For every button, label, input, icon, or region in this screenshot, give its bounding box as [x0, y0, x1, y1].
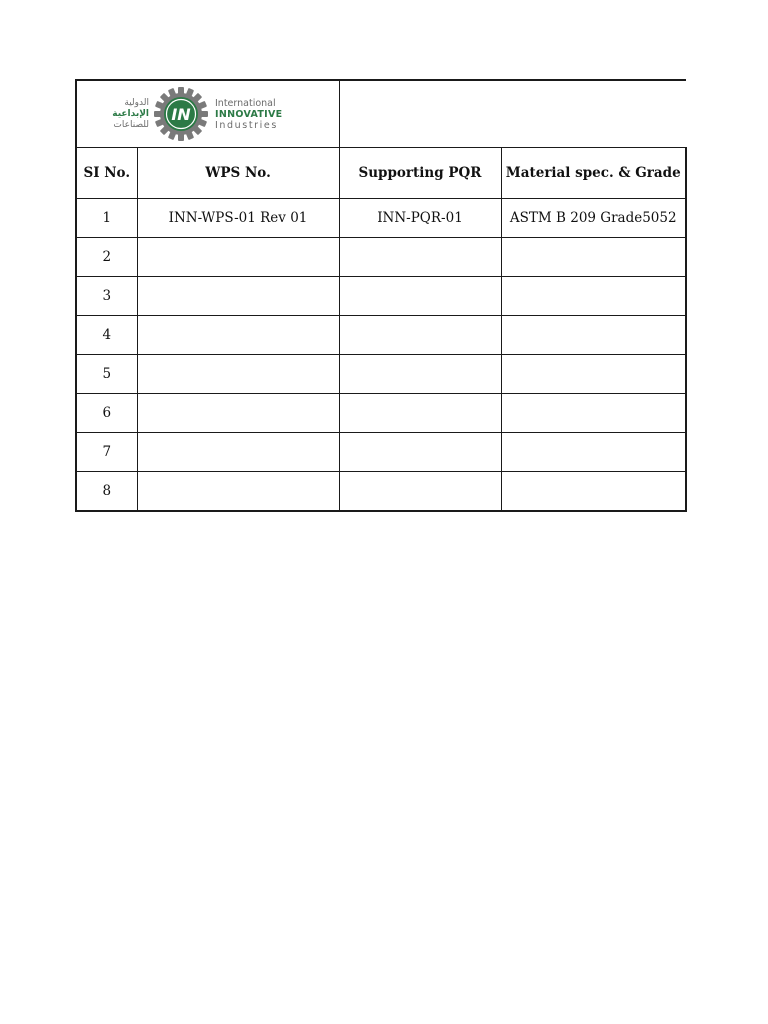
- col-header-si-no: SI No.: [76, 148, 137, 199]
- col-header-supporting-pqr: Supporting PQR: [339, 148, 501, 199]
- logo-text-line: INNOVATIVE: [215, 108, 283, 120]
- col-header-wps-no: WPS No.: [137, 148, 339, 199]
- table-row: [76, 355, 686, 394]
- wps-no-cell: [137, 472, 339, 512]
- material-cell: [501, 472, 686, 512]
- col-header-material-spec: Material spec. & Grade: [501, 148, 686, 199]
- wps-register-table: [75, 79, 687, 512]
- material-cell: [501, 238, 686, 277]
- company-logo: [77, 86, 339, 142]
- si-no-cell: 8: [76, 472, 137, 512]
- table-row: [76, 238, 686, 277]
- pqr-cell: [339, 238, 501, 277]
- logo-arabic-line: الإبداعية: [112, 108, 149, 119]
- table-row: [76, 277, 686, 316]
- material-cell: ASTM B 209 Grade5052: [501, 199, 686, 238]
- material-cell: [501, 355, 686, 394]
- pqr-cell: [339, 394, 501, 433]
- pqr-cell: [339, 355, 501, 394]
- logo-monogram: IN: [171, 105, 191, 124]
- wps-no-cell: [137, 394, 339, 433]
- si-no-cell: 6: [76, 394, 137, 433]
- column-header-row: [76, 148, 686, 199]
- pqr-cell: [339, 316, 501, 355]
- wps-no-cell: INN-WPS-01 Rev 01: [137, 199, 339, 238]
- si-no-cell: 1: [76, 199, 137, 238]
- table-row: [76, 394, 686, 433]
- table-row: [76, 199, 686, 238]
- material-cell: [501, 316, 686, 355]
- pqr-cell: [339, 472, 501, 512]
- wps-no-cell: [137, 277, 339, 316]
- logo-row: [76, 80, 686, 148]
- gear-logo-icon: [153, 86, 209, 142]
- si-no-cell: 4: [76, 316, 137, 355]
- si-no-cell: 5: [76, 355, 137, 394]
- logo-text-line: International: [215, 97, 276, 109]
- pqr-cell: [339, 433, 501, 472]
- si-no-cell: 7: [76, 433, 137, 472]
- si-no-cell: 3: [76, 277, 137, 316]
- header-blank-cell: [339, 80, 686, 148]
- logo-cell: [76, 80, 339, 148]
- table-row: [76, 433, 686, 472]
- pqr-cell: [339, 277, 501, 316]
- wps-no-cell: [137, 238, 339, 277]
- logo-english-name: [215, 98, 282, 131]
- logo-text-line: Industries: [215, 119, 278, 131]
- material-cell: [501, 433, 686, 472]
- wps-no-cell: [137, 355, 339, 394]
- logo-arabic-line: للصناعات: [113, 119, 149, 130]
- pqr-cell: INN-PQR-01: [339, 199, 501, 238]
- table-row: [76, 472, 686, 512]
- table-row: [76, 316, 686, 355]
- logo-arabic-line: الدولية: [124, 97, 149, 108]
- logo-arabic-name: [97, 98, 149, 131]
- wps-no-cell: [137, 433, 339, 472]
- wps-no-cell: [137, 316, 339, 355]
- material-cell: [501, 277, 686, 316]
- material-cell: [501, 394, 686, 433]
- si-no-cell: 2: [76, 238, 137, 277]
